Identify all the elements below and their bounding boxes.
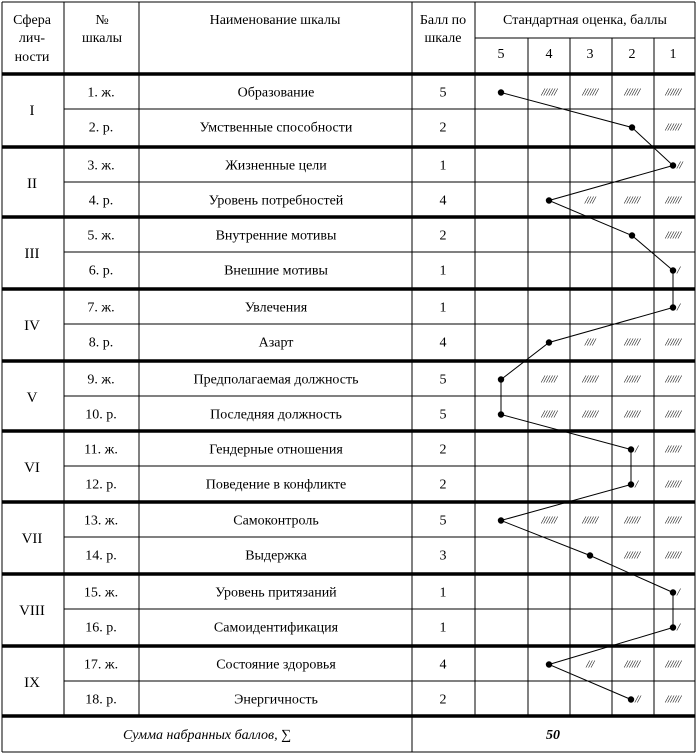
- hatch-mark: //////: [624, 549, 640, 562]
- grade-header-4: 4: [545, 47, 553, 62]
- raw-score: 2: [439, 442, 447, 458]
- scale-number: 11. ж.: [84, 442, 118, 458]
- scale-name: Выдержка: [245, 548, 307, 564]
- hatch-mark: //////: [582, 373, 598, 386]
- scale-number: 2. р.: [88, 120, 114, 136]
- scale-number: 10. р.: [85, 407, 117, 423]
- score-marker: [629, 124, 635, 130]
- sphere-label: V: [26, 390, 38, 406]
- sphere-label: IX: [24, 675, 40, 691]
- scale-name: Гендерные отношения: [209, 442, 343, 458]
- hatch-mark: //////: [665, 86, 681, 99]
- hatch-mark: //////: [665, 693, 681, 706]
- hatch-mark: //: [635, 693, 641, 706]
- scale-number: 4. р.: [88, 193, 114, 209]
- hatch-mark: //////: [665, 408, 681, 421]
- raw-score: 2: [439, 477, 447, 493]
- scale-name: Последняя должность: [210, 407, 342, 423]
- sphere-label: VII: [21, 531, 43, 547]
- hatch-mark: ///: [586, 658, 594, 671]
- score-marker: [670, 267, 676, 273]
- hatch-mark: //////: [624, 514, 640, 527]
- scale-number: 6. р.: [88, 263, 114, 279]
- raw-score: 4: [439, 657, 447, 673]
- hatch-mark: ////: [584, 194, 596, 207]
- table-header: [13, 13, 676, 65]
- hatch-mark: //////: [541, 408, 557, 421]
- hatch-mark: //////: [665, 229, 681, 242]
- hatch-mark: /: [677, 621, 680, 634]
- scale-name: Энергичность: [234, 692, 318, 708]
- hatch-mark: /: [635, 443, 638, 456]
- score-marker: [628, 446, 634, 452]
- score-marker: [628, 696, 634, 702]
- header-raw-score-line-1: Балл по: [419, 13, 467, 28]
- scale-name: Уровень потребностей: [208, 193, 344, 209]
- hatch-mark: //////: [665, 658, 681, 671]
- score-marker: [670, 304, 676, 310]
- hatch-mark: //////: [582, 86, 598, 99]
- sphere-label: I: [29, 103, 35, 119]
- scale-number: 15. ж.: [83, 585, 119, 601]
- header-sphere-line-3: ности: [14, 50, 50, 65]
- sphere-label: VIII: [19, 603, 45, 619]
- scale-name: Состояние здоровья: [216, 657, 336, 673]
- scale-name: Жизненные цели: [225, 158, 327, 174]
- raw-score: 2: [439, 228, 447, 244]
- header-number-line-1: №: [95, 13, 109, 28]
- raw-score: 5: [439, 407, 447, 423]
- raw-score: 5: [439, 372, 447, 388]
- score-marker: [628, 481, 634, 487]
- hatch-mark: //////: [624, 658, 640, 671]
- raw-score: 1: [439, 620, 447, 636]
- hatch-mark: //////: [665, 194, 681, 207]
- raw-score: 4: [439, 193, 447, 209]
- hatch-mark: //////: [665, 478, 681, 491]
- raw-score: 5: [439, 513, 447, 529]
- scale-number: 13. ж.: [83, 513, 119, 529]
- score-marker: [670, 162, 676, 168]
- raw-score: 1: [439, 300, 447, 316]
- raw-score: 5: [439, 85, 447, 101]
- score-marker: [629, 232, 635, 238]
- scale-name: Самоконтроль: [233, 513, 319, 529]
- hatch-mark: //////: [665, 121, 681, 134]
- scale-number: 16. р.: [85, 620, 117, 636]
- hatch-mark: //////: [582, 408, 598, 421]
- raw-score: 4: [439, 335, 447, 351]
- hatch-mark: ////: [584, 336, 596, 349]
- scale-number: 8. р.: [88, 335, 114, 351]
- sphere-label: IV: [24, 318, 40, 334]
- score-marker: [498, 517, 504, 523]
- header-raw-score-line-2: шкале: [424, 31, 462, 46]
- hatch-mark: //////: [541, 86, 557, 99]
- score-marker: [587, 552, 593, 558]
- scale-number: 7. ж.: [87, 300, 115, 316]
- hatch-mark: //////: [582, 514, 598, 527]
- hatch-mark: //////: [665, 373, 681, 386]
- score-marker: [670, 624, 676, 630]
- header-sphere-line-2: лич-: [18, 31, 46, 46]
- header-sphere-line-1: Сфера: [13, 13, 51, 28]
- header-number-line-2: шкалы: [81, 31, 123, 46]
- grade-header-3: 3: [586, 47, 594, 62]
- scale-number: 5. ж.: [87, 228, 115, 244]
- hatch-mark: /: [677, 264, 680, 277]
- scale-number: 18. р.: [85, 692, 117, 708]
- scale-name: Внутренние мотивы: [215, 228, 337, 244]
- hatch-mark: //////: [624, 373, 640, 386]
- score-marker: [498, 89, 504, 95]
- total-value: 50: [546, 728, 560, 743]
- hatch-mark: //////: [624, 194, 640, 207]
- scale-name: Самоидентификация: [213, 620, 339, 636]
- raw-score: 2: [439, 692, 447, 708]
- scale-name: Увлечения: [244, 300, 308, 316]
- score-marker: [498, 376, 504, 382]
- score-marker: [546, 661, 552, 667]
- raw-score: 1: [439, 263, 447, 279]
- score-marker: [546, 339, 552, 345]
- hatch-mark: //////: [624, 408, 640, 421]
- hatch-mark: //////: [624, 336, 640, 349]
- hatch-mark: //////: [665, 514, 681, 527]
- scale-name: Образование: [237, 85, 315, 101]
- header-scale-name: Наименование шкалы: [209, 13, 341, 28]
- score-marker: [498, 411, 504, 417]
- hatch-mark: //////: [665, 549, 681, 562]
- scale-name: Азарт: [258, 335, 294, 351]
- score-marker: [670, 589, 676, 595]
- hatch-mark: //////: [541, 514, 557, 527]
- hatch-mark: //////: [541, 373, 557, 386]
- grade-header-5: 5: [497, 47, 505, 62]
- total-label: Сумма набранных баллов, ∑: [122, 728, 292, 743]
- raw-score: 3: [439, 548, 447, 564]
- raw-score: 2: [439, 120, 447, 136]
- grade-header-1: 1: [669, 47, 677, 62]
- scale-name: Внешние мотивы: [224, 263, 328, 279]
- grade-header-2: 2: [628, 47, 636, 62]
- scale-number: 9. ж.: [87, 372, 115, 388]
- scale-name: Поведение в конфликте: [205, 477, 347, 493]
- sphere-label: VI: [24, 460, 40, 476]
- scale-name: Умственные способности: [199, 120, 353, 136]
- scale-name: Предполагаемая должность: [193, 372, 359, 388]
- hatch-mark: //////: [665, 443, 681, 456]
- hatch-mark: /: [677, 586, 680, 599]
- sphere-label: II: [27, 176, 37, 192]
- hatch-mark: //////: [624, 86, 640, 99]
- scale-number: 12. р.: [85, 477, 117, 493]
- raw-score: 1: [439, 585, 447, 601]
- scale-number: 1. ж.: [87, 85, 115, 101]
- score-marker: [546, 197, 552, 203]
- scale-number: 3. ж.: [87, 158, 115, 174]
- raw-score: 1: [439, 158, 447, 174]
- scale-name: Уровень притязаний: [215, 585, 337, 601]
- hatch-mark: //: [677, 159, 683, 172]
- hatch-mark: //////: [665, 336, 681, 349]
- sphere-label: III: [24, 246, 40, 262]
- scale-number: 14. р.: [85, 548, 117, 564]
- header-standard-score: Стандартная оценка, баллы: [503, 13, 667, 28]
- hatch-mark: /: [635, 478, 638, 491]
- total-row: [123, 728, 560, 743]
- scale-number: 17. ж.: [83, 657, 119, 673]
- hatch-mark: /: [677, 301, 680, 314]
